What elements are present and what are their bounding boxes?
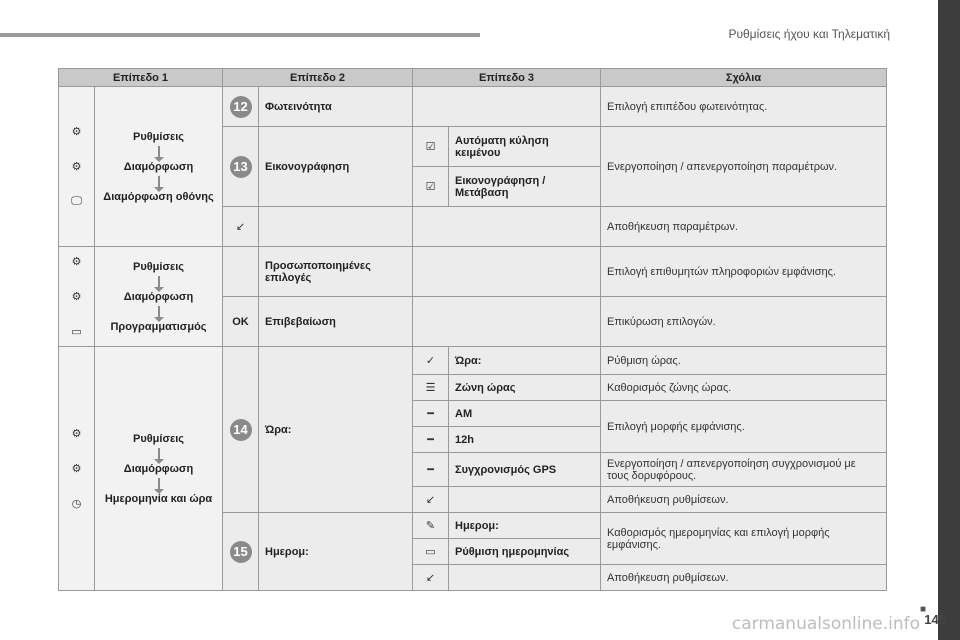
badge-cell — [223, 347, 259, 513]
page-number: 145 — [924, 612, 946, 627]
step-badge: 14 — [230, 419, 252, 441]
badge-cell — [223, 513, 259, 591]
toggle-icon: ━ — [427, 464, 434, 476]
level1-icons — [59, 247, 95, 347]
toggle-icon: ━ — [427, 408, 434, 420]
level1-nav — [95, 87, 223, 247]
level1-nav — [95, 347, 223, 591]
level3-gps-sync: Συγχρονισμός GPS — [449, 453, 601, 487]
arrow-down-icon — [158, 276, 160, 288]
col-header-comments: Σχόλια — [601, 69, 887, 87]
step-badge: 13 — [230, 156, 252, 178]
comment-cell: Αποθήκευση ρυθμίσεων. — [601, 565, 887, 591]
nav-step-date-time: Ημερομηνία και ώρα — [104, 492, 213, 505]
comment-cell: Αποθήκευση ρυθμίσεων. — [601, 487, 887, 513]
table-header-row — [59, 69, 887, 87]
table-row — [59, 87, 887, 127]
watermark: carmanualsonline.info — [731, 614, 920, 634]
config-gear-icon: ⚙ — [71, 291, 82, 303]
comment-cell: Καθορισμός ημερομηνίας και επιλογή μορφής εμφάνισης. — [601, 513, 887, 565]
page-header-title: Ρυθμίσεις ήχου και Τηλεματική — [728, 27, 890, 41]
display-screen-icon: 🖵 — [71, 195, 82, 207]
arrow-down-icon — [158, 306, 160, 318]
back-arrow-icon: ↙ — [235, 221, 246, 233]
level2-time: Ώρα: — [259, 347, 413, 513]
level3-time-zone: Ζώνη ώρας — [449, 375, 601, 401]
arrow-down-icon — [158, 478, 160, 490]
config-gear-icon: ⚙ — [71, 161, 82, 173]
level2-empty — [259, 207, 413, 247]
settings-gear-icon: ⚙ — [71, 126, 82, 138]
col-header-level3: Επίπεδο 3 — [413, 69, 601, 87]
comment-cell: Αποθήκευση παραμέτρων. — [601, 207, 887, 247]
icon-empty — [223, 247, 259, 297]
back-arrow-icon: ↙ — [425, 494, 436, 506]
level1-icons — [59, 87, 95, 247]
level3-set-date: Ρύθμιση ημερομηνίας — [449, 539, 601, 565]
col-header-level1: Επίπεδο 1 — [59, 69, 223, 87]
pencil-icon: ✎ — [425, 520, 436, 532]
level3-illustration-transition: Εικονογράφηση / Μετάβαση — [449, 167, 601, 207]
back-cell — [413, 565, 449, 591]
comment-cell: Ενεργοποίηση / απενεργοποίηση παραμέτρων. — [601, 127, 887, 207]
arrow-down-icon — [158, 448, 160, 460]
input-field-icon: ▭ — [425, 546, 436, 558]
level3-auto-scroll: Αυτόματη κύληση κειμένου — [449, 127, 601, 167]
icon-cell — [413, 539, 449, 565]
list-icon: ☰ — [425, 382, 436, 394]
arrow-down-icon — [158, 176, 160, 188]
toggle-icon: ━ — [427, 434, 434, 446]
arrow-down-icon — [158, 146, 160, 158]
icon-cell — [413, 401, 449, 427]
level3-empty — [449, 565, 601, 591]
comment-cell: Επιλογή επιθυμητών πληροφοριών εμφάνισης. — [601, 247, 887, 297]
nav-step-config: Διαμόρφωση — [123, 290, 194, 303]
col-header-level2: Επίπεδο 2 — [223, 69, 413, 87]
table-row — [59, 247, 887, 297]
table-row — [59, 347, 887, 375]
check-circle-icon: ✓ — [425, 355, 436, 367]
bullet-marker: ■ — [919, 604, 926, 615]
level3-empty — [413, 207, 601, 247]
nav-step-programming: Προγραμματισμός — [110, 320, 207, 333]
level3-empty — [413, 247, 601, 297]
step-badge: 12 — [230, 96, 252, 118]
checkbox-cell — [413, 167, 449, 207]
clock-icon: ◷ — [71, 498, 82, 510]
badge-cell — [223, 127, 259, 207]
comment-cell: Ρύθμιση ώρας. — [601, 347, 887, 375]
badge-cell — [223, 87, 259, 127]
settings-table — [58, 68, 887, 591]
level3-time: Ώρα: — [449, 347, 601, 375]
level3-12h: 12h — [449, 427, 601, 453]
programming-icon: ▭ — [71, 326, 82, 338]
step-badge: 15 — [230, 541, 252, 563]
icon-cell — [413, 375, 449, 401]
nav-step-config: Διαμόρφωση — [123, 160, 194, 173]
settings-gear-icon: ⚙ — [71, 256, 82, 268]
level3-empty — [449, 487, 601, 513]
nav-step-config: Διαμόρφωση — [123, 462, 194, 475]
icon-cell — [413, 427, 449, 453]
level2-confirm: Επιβεβαίωση — [259, 297, 413, 347]
checkbox-cell — [413, 127, 449, 167]
level3-date: Ημερομ: — [449, 513, 601, 539]
side-tab — [938, 0, 960, 640]
checkbox-icon: ☑ — [425, 141, 436, 153]
icon-cell — [413, 347, 449, 375]
level2-illustration: Εικονογράφηση — [259, 127, 413, 207]
level3-empty — [413, 87, 601, 127]
level1-icons — [59, 347, 95, 591]
nav-step-settings: Ρυθμίσεις — [133, 260, 184, 273]
nav-step-settings: Ρυθμίσεις — [133, 130, 184, 143]
level3-empty — [413, 297, 601, 347]
comment-cell: Επιλογή μορφής εμφάνισης. — [601, 401, 887, 453]
icon-cell — [413, 453, 449, 487]
level3-am: AM — [449, 401, 601, 427]
config-gear-icon: ⚙ — [71, 463, 82, 475]
comment-cell: Ενεργοποίηση / απενεργοποίηση συγχρονισμού με τους δορυφόρους. — [601, 453, 887, 487]
level2-date: Ημερομ: — [259, 513, 413, 591]
nav-step-settings: Ρυθμίσεις — [133, 432, 184, 445]
back-cell — [223, 207, 259, 247]
ok-cell: OK — [223, 297, 259, 347]
settings-gear-icon: ⚙ — [71, 428, 82, 440]
back-cell — [413, 487, 449, 513]
level1-nav — [95, 247, 223, 347]
comment-cell: Καθορισμός ζώνης ώρας. — [601, 375, 887, 401]
top-rule — [0, 33, 480, 37]
back-arrow-icon: ↙ — [425, 572, 436, 584]
level2-brightness: Φωτεινότητα — [259, 87, 413, 127]
icon-cell — [413, 513, 449, 539]
level2-custom-options: Προσωποποιημένες επιλογές — [259, 247, 413, 297]
checkbox-icon: ☑ — [425, 181, 436, 193]
comment-cell: Επιλογή επιπέδου φωτεινότητας. — [601, 87, 887, 127]
nav-step-display: Διαμόρφωση οθόνης — [103, 190, 214, 203]
comment-cell: Επικύρωση επιλογών. — [601, 297, 887, 347]
